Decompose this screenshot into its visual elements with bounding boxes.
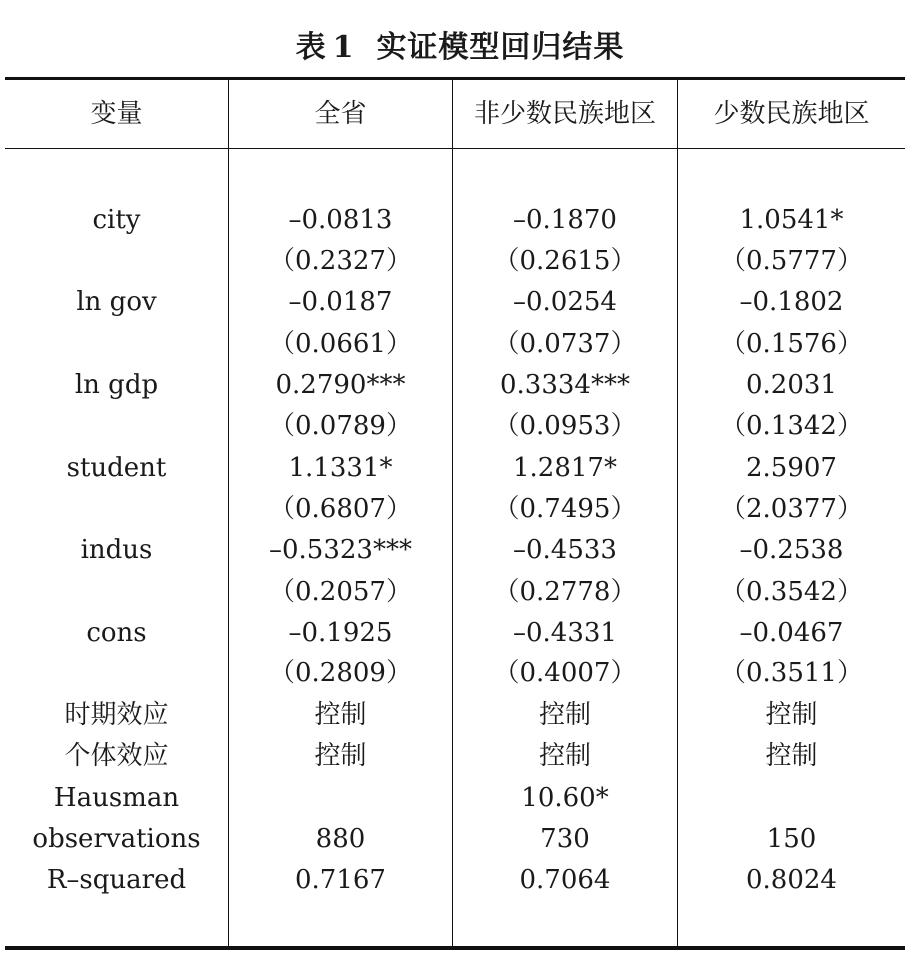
se-cell: （0.0953） — [493, 411, 637, 441]
se-cell: （0.4007） — [493, 658, 637, 688]
se-cell: （0.0737） — [493, 329, 637, 359]
control-cell: 控制 — [538, 700, 591, 730]
coef-cell: 1.1331* — [288, 453, 393, 483]
coef-cell: –0.0187 — [288, 287, 393, 317]
column-header-variable: 变量 — [90, 99, 143, 129]
column-header-province: 全省 — [314, 99, 367, 129]
stat-cell: 0.7064 — [519, 865, 611, 895]
coef-cell: –0.4331 — [513, 618, 617, 648]
se-cell: （0.6807） — [269, 494, 412, 524]
coef-cell: 1.0541* — [739, 205, 844, 235]
row-label: ln gdp — [74, 370, 159, 400]
se-cell: （0.3511） — [720, 658, 863, 688]
coef-cell: 2.5907 — [746, 453, 837, 483]
control-cell: 控制 — [765, 700, 818, 730]
se-cell: （0.1576） — [720, 329, 863, 359]
row-label: cons — [86, 618, 147, 648]
se-cell: （2.0377） — [720, 494, 863, 524]
row-label: Hausman — [53, 783, 180, 813]
control-cell: 控制 — [314, 741, 367, 771]
coef-cell: 0.3334*** — [500, 370, 630, 400]
stat-cell: 730 — [540, 824, 590, 854]
stat-cell — [678, 778, 905, 818]
stat-cell: 880 — [315, 824, 366, 854]
row-label: city — [92, 205, 141, 235]
se-cell: （0.7495） — [493, 494, 637, 524]
row-label: 个体效应 — [64, 741, 169, 771]
coef-cell: 0.2790*** — [275, 370, 406, 400]
row-label: R–squared — [46, 865, 187, 895]
se-cell: （0.2615） — [493, 246, 637, 276]
stat-cell: 10.60* — [521, 783, 609, 813]
se-cell: （0.5777） — [720, 246, 863, 276]
se-cell: （0.2809） — [269, 658, 412, 688]
coef-cell: –0.1870 — [513, 205, 617, 235]
row-label: ln gov — [76, 287, 157, 317]
stat-cell: 150 — [766, 824, 817, 854]
stat-cell: 0.8024 — [746, 865, 837, 895]
control-cell: 控制 — [765, 741, 818, 771]
title-text: 实证模型回归结果 — [376, 30, 625, 65]
se-cell: （0.1342） — [720, 411, 863, 441]
coef-cell: –0.2538 — [739, 535, 844, 565]
se-cell: （0.0661） — [269, 329, 412, 359]
stat-cell — [229, 778, 452, 818]
coef-cell: –0.1925 — [288, 618, 393, 648]
stat-cell: 0.7167 — [295, 865, 386, 895]
title-number: 1 — [332, 30, 355, 65]
coef-cell: 1.2817* — [513, 453, 617, 483]
coef-cell: –0.0254 — [513, 287, 617, 317]
se-cell: （0.2057） — [269, 577, 412, 607]
row-label: observations — [32, 824, 201, 854]
se-cell: （0.0789） — [269, 411, 412, 441]
top-rule — [5, 77, 905, 80]
coef-cell: –0.0467 — [739, 618, 844, 648]
row-label: 时期效应 — [64, 700, 169, 730]
coef-cell: –0.0813 — [288, 205, 393, 235]
title-prefix: 表 — [295, 30, 327, 65]
control-cell: 控制 — [314, 700, 367, 730]
coef-cell: –0.1802 — [739, 287, 844, 317]
se-cell: （0.3542） — [720, 577, 863, 607]
control-cell: 控制 — [538, 741, 591, 771]
table-title — [0, 22, 920, 66]
bottom-rule — [5, 946, 905, 950]
row-label: student — [66, 453, 167, 483]
coef-cell: 0.2031 — [746, 370, 837, 400]
coef-cell: –0.5323*** — [269, 535, 412, 565]
se-cell: （0.2327） — [269, 246, 412, 276]
row-label: indus — [80, 535, 153, 565]
column-header-non-minority: 非少数民族地区 — [473, 99, 656, 129]
se-cell: （0.2778） — [493, 577, 637, 607]
header-rule — [5, 148, 905, 149]
column-header-minority: 少数民族地区 — [713, 99, 870, 129]
coef-cell: –0.4533 — [513, 535, 617, 565]
